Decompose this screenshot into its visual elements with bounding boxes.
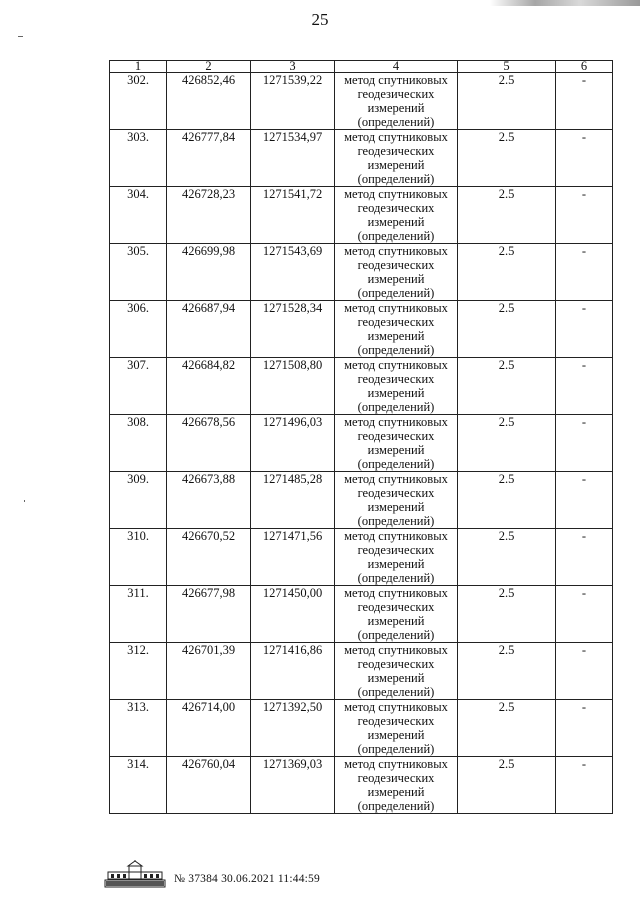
accuracy-cell: 2.5 — [458, 757, 556, 814]
method-line: метод спутниковых — [344, 244, 448, 258]
method-cell — [335, 529, 458, 586]
column-header: 1 — [110, 61, 167, 73]
method-line: метод спутниковых — [344, 130, 448, 144]
table-row — [110, 130, 613, 187]
x-coordinate-cell: 426684,82 — [167, 358, 251, 415]
y-coordinate-cell: 1271541,72 — [251, 187, 335, 244]
point-number-cell: 313. — [110, 700, 167, 757]
method-line: (определений) — [357, 742, 435, 756]
accuracy-cell: 2.5 — [458, 130, 556, 187]
method-cell — [335, 73, 458, 130]
method-cell — [335, 415, 458, 472]
method-line: метод спутниковых — [344, 358, 448, 372]
note-cell: - — [556, 301, 613, 358]
method-line: (определений) — [357, 286, 435, 300]
method-line: (определений) — [357, 571, 435, 585]
x-coordinate-cell: 426670,52 — [167, 529, 251, 586]
method-line: (определений) — [357, 115, 435, 129]
note-cell: - — [556, 643, 613, 700]
table-row — [110, 187, 613, 244]
method-line: метод спутниковых — [344, 529, 448, 543]
table-row — [110, 358, 613, 415]
table-header-row — [110, 61, 613, 73]
x-coordinate-cell: 426699,98 — [167, 244, 251, 301]
point-number-cell: 304. — [110, 187, 167, 244]
y-coordinate-cell: 1271539,22 — [251, 73, 335, 130]
table-row — [110, 757, 613, 814]
method-line: измерений — [367, 785, 425, 799]
method-line: метод спутниковых — [344, 301, 448, 315]
accuracy-cell: 2.5 — [458, 472, 556, 529]
method-line: метод спутниковых — [344, 757, 448, 771]
method-line: метод спутниковых — [344, 700, 448, 714]
y-coordinate-cell: 1271485,28 — [251, 472, 335, 529]
method-line: измерений — [367, 272, 425, 286]
method-line: (определений) — [357, 799, 435, 813]
accuracy-cell: 2.5 — [458, 700, 556, 757]
accuracy-cell: 2.5 — [458, 187, 556, 244]
y-coordinate-cell: 1271392,50 — [251, 700, 335, 757]
method-line: измерений — [367, 443, 425, 457]
note-cell: - — [556, 529, 613, 586]
point-number-cell: 308. — [110, 415, 167, 472]
note-cell: - — [556, 415, 613, 472]
method-line: (определений) — [357, 343, 435, 357]
point-number-cell: 303. — [110, 130, 167, 187]
x-coordinate-cell: 426677,98 — [167, 586, 251, 643]
note-cell: - — [556, 130, 613, 187]
method-cell — [335, 586, 458, 643]
accuracy-cell: 2.5 — [458, 529, 556, 586]
accuracy-cell: 2.5 — [458, 73, 556, 130]
point-number-cell: 310. — [110, 529, 167, 586]
method-line: геодезических — [357, 429, 435, 443]
note-cell: - — [556, 586, 613, 643]
method-cell — [335, 757, 458, 814]
method-cell — [335, 130, 458, 187]
y-coordinate-cell: 1271543,69 — [251, 244, 335, 301]
coordinates-table — [109, 60, 613, 814]
table-row — [110, 244, 613, 301]
method-line: измерений — [367, 386, 425, 400]
method-line: (определений) — [357, 457, 435, 471]
point-number-cell: 306. — [110, 301, 167, 358]
point-number-cell: 305. — [110, 244, 167, 301]
note-cell: - — [556, 700, 613, 757]
x-coordinate-cell: 426728,23 — [167, 187, 251, 244]
method-line: измерений — [367, 500, 425, 514]
point-number-cell: 314. — [110, 757, 167, 814]
method-line: геодезических — [357, 144, 435, 158]
y-coordinate-cell: 1271496,03 — [251, 415, 335, 472]
method-line: измерений — [367, 158, 425, 172]
method-cell — [335, 187, 458, 244]
method-cell — [335, 472, 458, 529]
table-row — [110, 301, 613, 358]
method-line: (определений) — [357, 685, 435, 699]
method-line: измерений — [367, 728, 425, 742]
page-number: 25 — [311, 10, 329, 29]
method-cell — [335, 700, 458, 757]
note-cell: - — [556, 244, 613, 301]
x-coordinate-cell: 426852,46 — [167, 73, 251, 130]
method-line: измерений — [367, 557, 425, 571]
method-line: метод спутниковых — [344, 586, 448, 600]
y-coordinate-cell: 1271528,34 — [251, 301, 335, 358]
table-row — [110, 643, 613, 700]
method-cell — [335, 244, 458, 301]
scan-mark — [24, 500, 25, 502]
column-header: 6 — [556, 61, 613, 73]
x-coordinate-cell: 426673,88 — [167, 472, 251, 529]
government-building-seal-icon — [104, 860, 166, 888]
method-line: метод спутниковых — [344, 415, 448, 429]
accuracy-cell: 2.5 — [458, 415, 556, 472]
method-line: геодезических — [357, 657, 435, 671]
table-row — [110, 415, 613, 472]
x-coordinate-cell: 426714,00 — [167, 700, 251, 757]
column-header: 5 — [458, 61, 556, 73]
method-line: геодезических — [357, 543, 435, 557]
method-line: измерений — [367, 671, 425, 685]
point-number-cell: 302. — [110, 73, 167, 130]
note-cell: - — [556, 472, 613, 529]
method-line: (определений) — [357, 229, 435, 243]
note-cell: - — [556, 757, 613, 814]
registration-stamp: № 37384 30.06.2021 11:44:59 — [174, 873, 320, 885]
method-line: геодезических — [357, 87, 435, 101]
method-line: метод спутниковых — [344, 643, 448, 657]
accuracy-cell: 2.5 — [458, 358, 556, 415]
method-line: геодезических — [357, 600, 435, 614]
method-cell — [335, 358, 458, 415]
method-cell — [335, 301, 458, 358]
x-coordinate-cell: 426678,56 — [167, 415, 251, 472]
method-line: метод спутниковых — [344, 187, 448, 201]
x-coordinate-cell: 426777,84 — [167, 130, 251, 187]
method-line: геодезических — [357, 258, 435, 272]
x-coordinate-cell: 426760,04 — [167, 757, 251, 814]
x-coordinate-cell: 426687,94 — [167, 301, 251, 358]
method-line: геодезических — [357, 771, 435, 785]
y-coordinate-cell: 1271450,00 — [251, 586, 335, 643]
point-number-cell: 311. — [110, 586, 167, 643]
note-cell: - — [556, 73, 613, 130]
accuracy-cell: 2.5 — [458, 643, 556, 700]
column-header: 3 — [251, 61, 335, 73]
method-line: метод спутниковых — [344, 472, 448, 486]
method-line: (определений) — [357, 172, 435, 186]
table-row — [110, 472, 613, 529]
point-number-cell: 309. — [110, 472, 167, 529]
point-number-cell: 307. — [110, 358, 167, 415]
y-coordinate-cell: 1271534,97 — [251, 130, 335, 187]
note-cell: - — [556, 187, 613, 244]
point-number-cell: 312. — [110, 643, 167, 700]
method-line: измерений — [367, 101, 425, 115]
y-coordinate-cell: 1271416,86 — [251, 643, 335, 700]
method-line: геодезических — [357, 714, 435, 728]
method-line: геодезических — [357, 372, 435, 386]
method-line: геодезических — [357, 315, 435, 329]
method-line: (определений) — [357, 628, 435, 642]
y-coordinate-cell: 1271369,03 — [251, 757, 335, 814]
scan-edge-mark — [490, 0, 640, 6]
document-footer — [104, 858, 320, 888]
method-line: метод спутниковых — [344, 73, 448, 87]
table-row — [110, 73, 613, 130]
note-cell: - — [556, 358, 613, 415]
column-header: 2 — [167, 61, 251, 73]
accuracy-cell: 2.5 — [458, 244, 556, 301]
table-row — [110, 586, 613, 643]
column-header: 4 — [335, 61, 458, 73]
table-row — [110, 529, 613, 586]
method-line: геодезических — [357, 486, 435, 500]
method-line: геодезических — [357, 201, 435, 215]
x-coordinate-cell: 426701,39 — [167, 643, 251, 700]
y-coordinate-cell: 1271508,80 — [251, 358, 335, 415]
y-coordinate-cell: 1271471,56 — [251, 529, 335, 586]
method-line: измерений — [367, 215, 425, 229]
method-line: измерений — [367, 329, 425, 343]
method-line: измерений — [367, 614, 425, 628]
method-cell — [335, 643, 458, 700]
scan-mark — [18, 36, 23, 37]
table-row — [110, 700, 613, 757]
method-line: (определений) — [357, 514, 435, 528]
accuracy-cell: 2.5 — [458, 301, 556, 358]
accuracy-cell: 2.5 — [458, 586, 556, 643]
method-line: (определений) — [357, 400, 435, 414]
